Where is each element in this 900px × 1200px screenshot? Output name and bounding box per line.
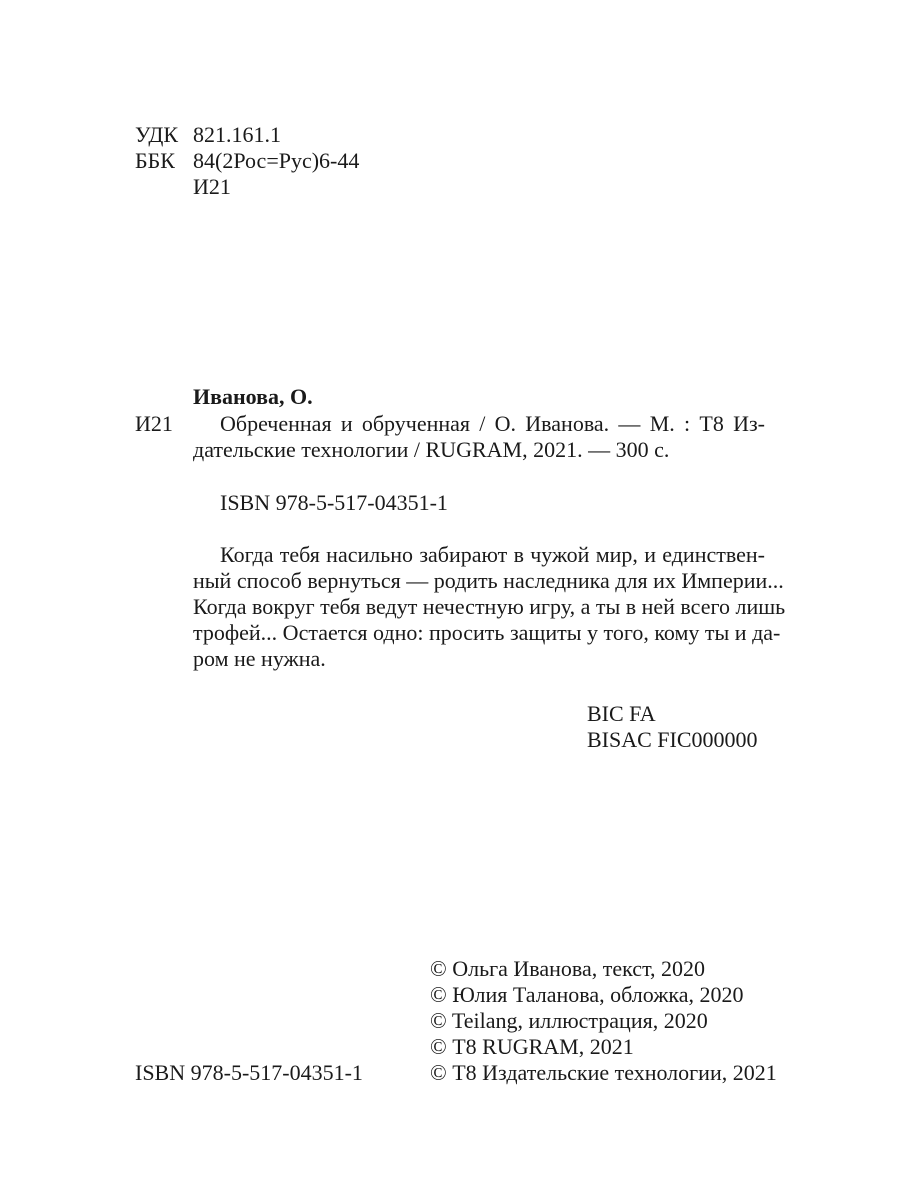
annotation [193,542,786,672]
udk-label: УДК [135,122,179,147]
author-mark: И21 [193,174,231,199]
copyright-line: © Юлия Таланова, обложка, 2020 [430,982,744,1007]
bisac-code: BISAC FIC000000 [587,727,758,752]
copyright-line: © Ольга Иванова, текст, 2020 [430,956,706,981]
subject-codes [587,701,758,753]
udk-row [135,122,359,148]
annotation-line: ный способ вернуться — родить наследника для их Империи... [193,568,784,593]
copyright-line: © Т8 Издательские технологии, 2021 [430,1060,777,1085]
copyright-line: © Teilang, иллюстрация, 2020 [430,1008,708,1033]
index-mark: И21 [135,411,173,436]
udk-value: 821.161.1 [193,122,281,147]
annotation-line: Когда тебя насильно забирают в чужой мир, и единствен- [220,542,765,567]
author-heading: Иванова, О. [193,384,313,409]
annotation-line: ром не нужна. [193,646,326,671]
bbk-value: 84(2Рос=Рус)6-44 [193,148,360,173]
author-mark-row [135,174,359,200]
bibliographic-description [193,411,765,463]
bbk-row [135,148,359,174]
bib-line: Обреченная и обрученная / О. Иванова. — М. : Т8 Из- [220,411,765,436]
copyright-line: © Т8 RUGRAM, 2021 [430,1034,634,1059]
isbn-bottom: ISBN 978-5-517-04351-1 [135,1060,363,1085]
classification-block [135,122,359,200]
copyright-block [430,956,777,1086]
isbn-main: ISBN 978-5-517-04351-1 [220,490,448,515]
bib-line: дательские технологии / RUGRAM, 2021. — 300 с. [193,437,670,462]
bbk-label: ББК [135,148,175,173]
annotation-line: Когда вокруг тебя ведут нечестную игру, а ты в ней всего лишь [193,594,786,619]
annotation-line: трофей... Остается одно: просить защиты у того, кому ты и да- [193,620,781,645]
bic-code: BIC FA [587,701,656,726]
